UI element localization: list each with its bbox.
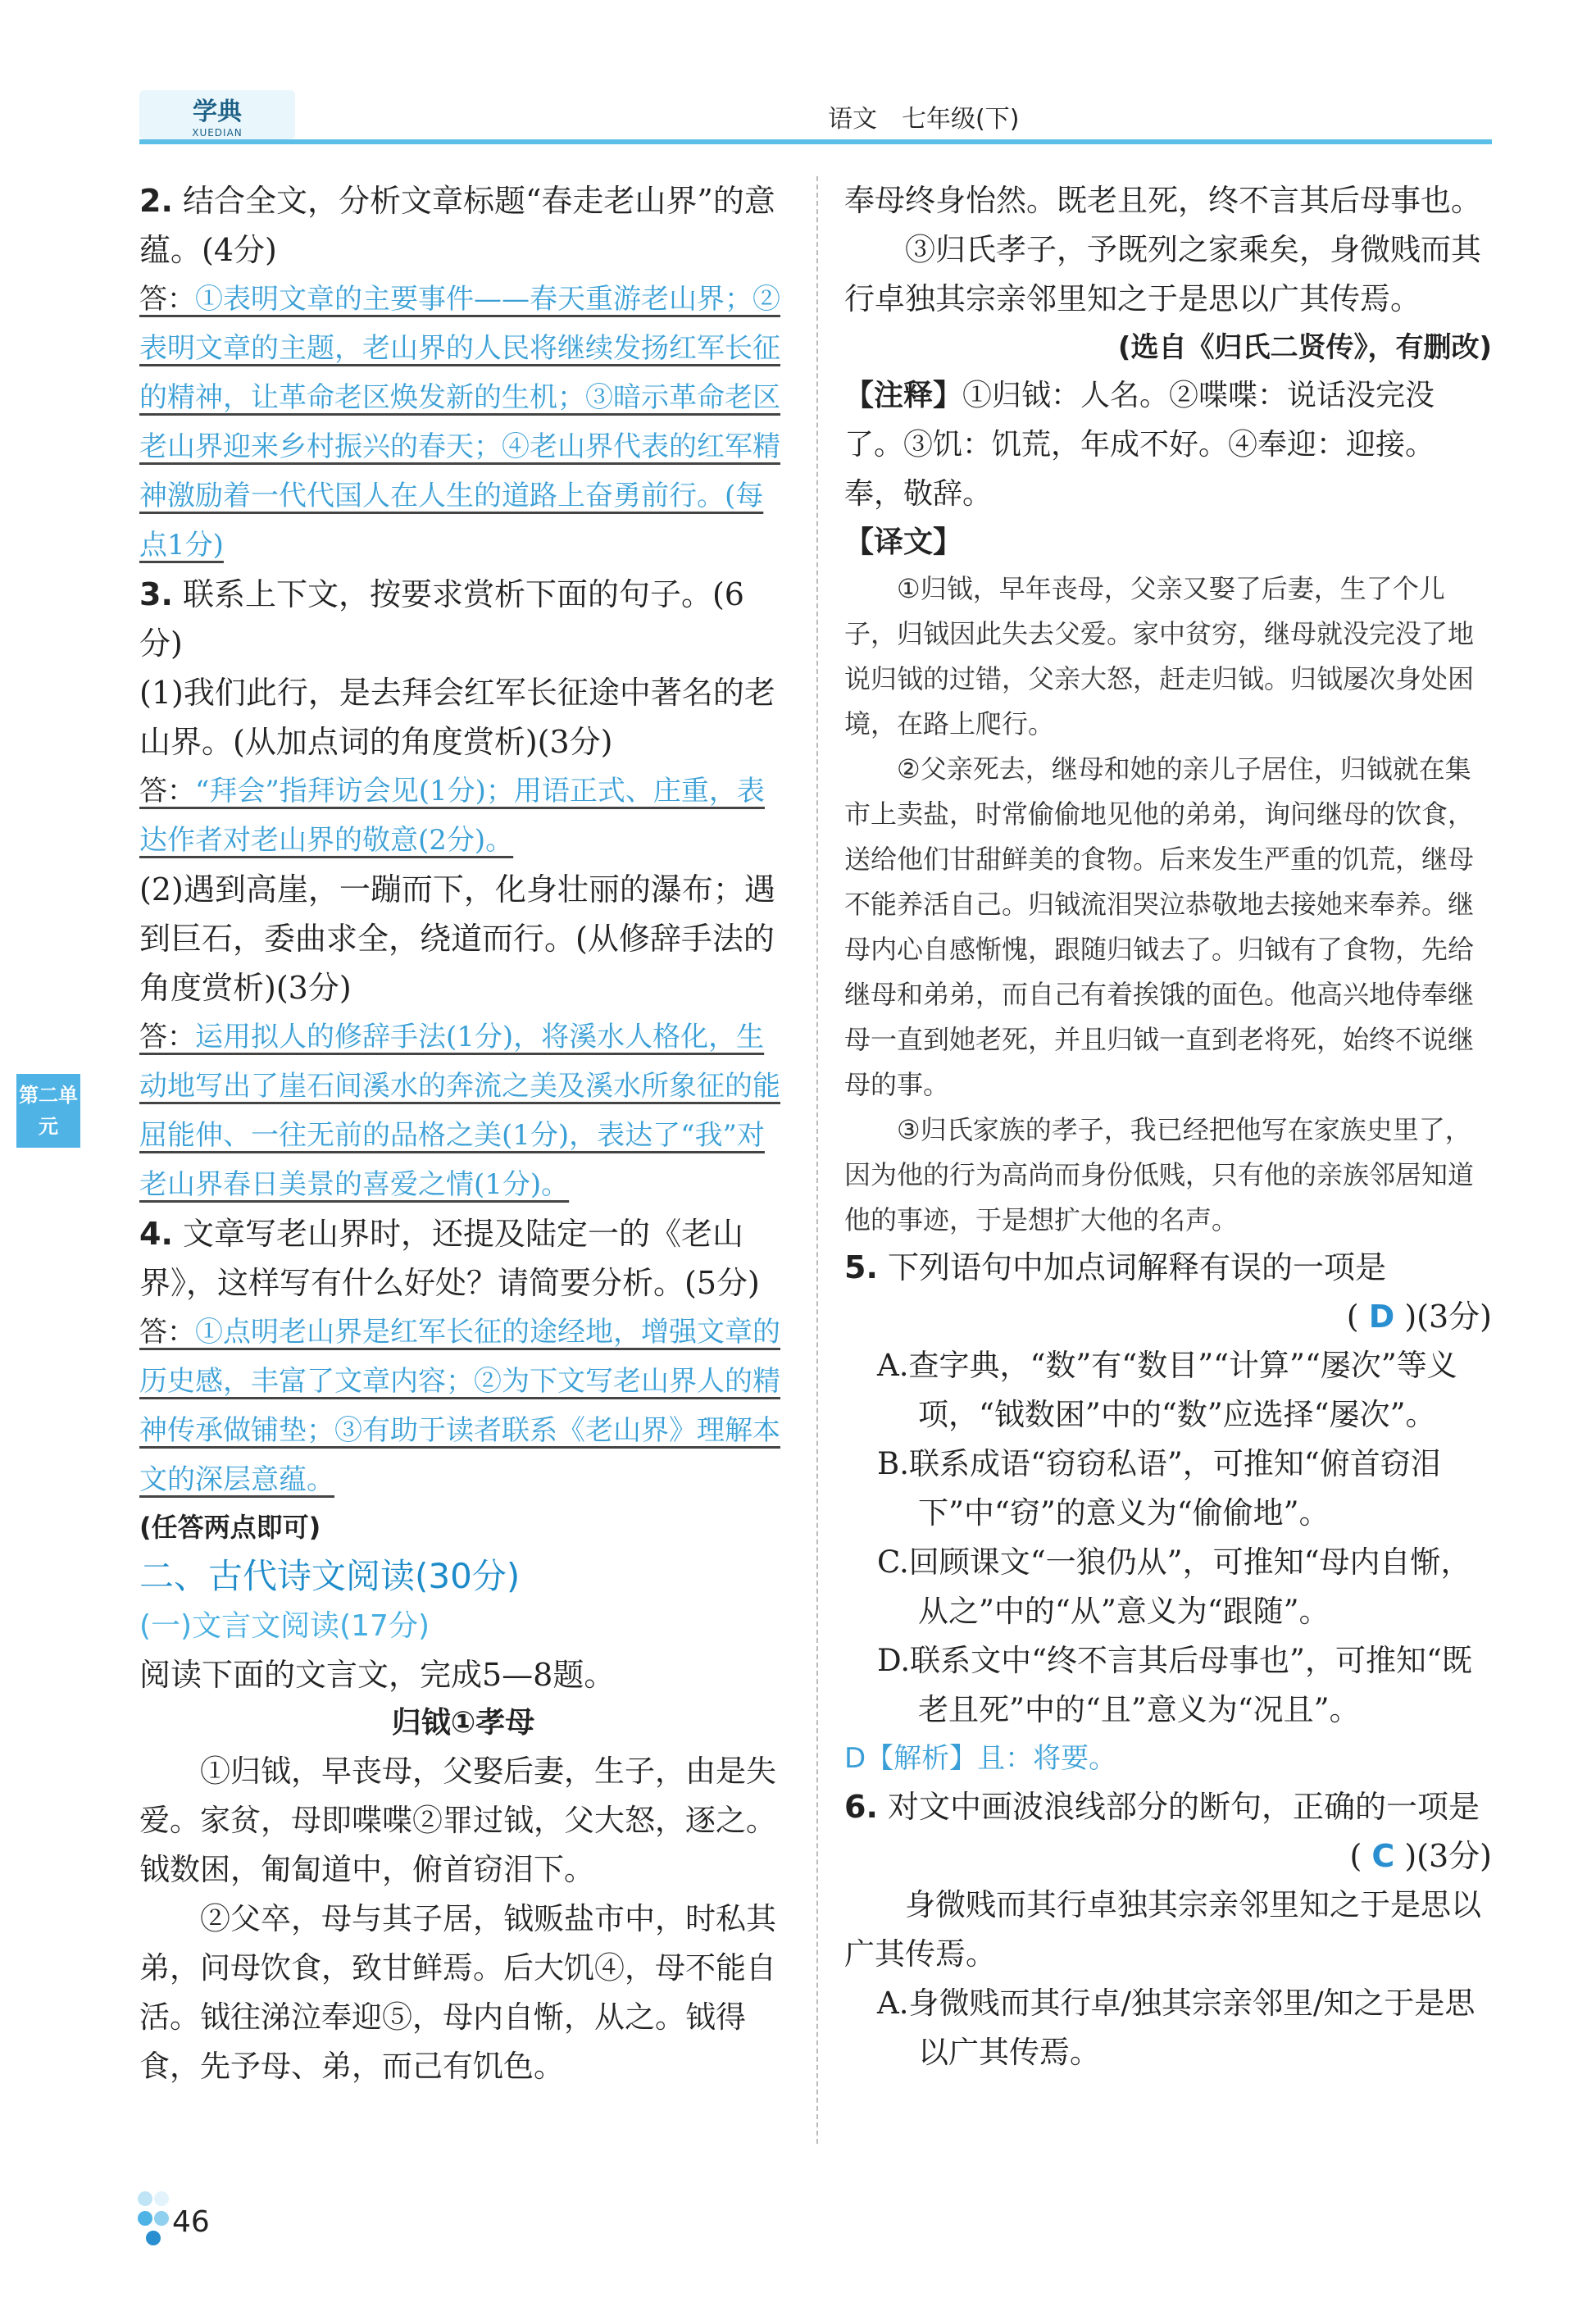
left-column xyxy=(139,176,787,2091)
unit-side-tab: 第二单元 xyxy=(16,1074,80,1148)
question-6 xyxy=(844,1782,1492,1831)
answer-bracket-5 xyxy=(844,1292,1492,1341)
answer-bracket-6 xyxy=(844,1831,1492,1881)
answer-label: 答： xyxy=(139,1021,195,1053)
question-5 xyxy=(844,1243,1492,1292)
question-4 xyxy=(139,1209,787,1308)
passage-source: (选自《归氏二贤传》，有删改) xyxy=(1117,331,1492,364)
annotations-heading: 【注释】 xyxy=(844,379,963,412)
translation-heading: 【译文】 xyxy=(844,525,963,559)
question-text: 文章写老山界时，还提及陆定一的《老山界》，这样写有什么好处？请简要分析。(5分) xyxy=(139,1216,760,1301)
translation-paragraph-3: ③归氏家族的孝子，我已经把他写在家族史里了，因为他的行为高尚而身份低贱，只有他的亲族邻居知道他的事迹，于是想扩大他的名声。 xyxy=(844,1114,1475,1235)
answer-choice: D xyxy=(1368,1299,1395,1335)
logo-sub-text: XUEDIAN xyxy=(192,127,243,139)
column-divider xyxy=(816,176,818,2144)
right-column xyxy=(844,176,1492,2077)
answer-4 xyxy=(139,1308,787,1504)
question-3 xyxy=(139,570,787,668)
answer-4-note: (任答两点即可) xyxy=(139,1512,321,1543)
question-text: 下列语句中加点词解释有误的一项是 xyxy=(887,1249,1386,1285)
answer-label: 答： xyxy=(139,775,195,807)
logo-main-text: 学典 xyxy=(193,98,242,126)
publisher-logo xyxy=(139,90,295,139)
answer-text: “拜会”指拜访会见(1分)；用语正式、庄重，表达作者对老山界的敬意(2分)。 xyxy=(139,775,765,857)
book-title: 语文 七年级(下) xyxy=(828,105,1020,134)
answer-label: 答： xyxy=(139,1316,195,1349)
passage-paragraph-2-cont: 奉母终身怡然。既老且死，终不言其后母事也。 xyxy=(844,183,1481,218)
bracket-open: ( xyxy=(1346,1299,1359,1335)
answer-2 xyxy=(139,275,787,570)
answer-3-2 xyxy=(139,1012,787,1209)
answer-3-1 xyxy=(139,767,787,865)
question-text: 结合全文，分析文章标题“春走老山界”的意蕴。(4分) xyxy=(139,183,775,268)
translation-paragraph-1: ①归钺，早年丧母，父亲又娶了后妻，生了个儿子，归钺因此失去父爱。家中贫穷，继母就没完没了地说归钺的过错，父亲大怒，赶走归钺。归钺屡次身处困境，在路上爬行。 xyxy=(844,573,1475,739)
passage-title: 归钺①孝母 xyxy=(391,1706,535,1740)
question-number: 5. xyxy=(844,1249,878,1285)
answer-text: ①表明文章的主要事件——春天重游老山界；②表明文章的主题，老山界的人民将继续发扬红军长征的精神，让革命老区焕发新的生机；③暗示革命老区老山界迎来乡村振兴的春天；④老山界代表的红军精神激励着一代代国人在人生的道路上奋勇前行。(每点1分) xyxy=(139,283,780,562)
option-a: A.身微贱而其行卓/独其宗亲邻里/知之于是思以广其传焉。 xyxy=(877,1986,1476,2070)
answer-text: ①点明老山界是红军长征的途经地，增强文章的历史感，丰富了文章内容；②为下文写老山界人的精神传承做铺垫；③有助于读者联系《老山界》理解本文的深层意蕴。 xyxy=(139,1316,780,1496)
annotations-text: ①归钺：人名。②喋喋：说话没完没了。③饥：饥荒，年成不好。④奉迎：迎接。奉，敬辞。 xyxy=(844,379,1435,511)
answer-text: 运用拟人的修辞手法(1分)，将溪水人格化，生动地写出了崖石间溪水的奔流之美及溪水所象征的能屈能伸、一往无前的品格之美(1分)，表达了“我”对老山界春日美景的喜爱之情(1分)。 xyxy=(139,1021,780,1201)
passage-paragraph-2: ②父卒，母与其子居，钺贩盐市中，时私其弟，问母饮食，致甘鲜焉。后大饥④，母不能自活。钺往涕泣奉迎⑤，母内自惭，从之。钺得食，先予母、弟，而己有饥色。 xyxy=(139,1901,776,2084)
option-a: A.查字典，“数”有“数目”“计算”“屡次”等义项，“钺数困”中的“数”应选择“屡次”。 xyxy=(877,1348,1457,1432)
translation-paragraph-2: ②父亲死去，继母和她的亲儿子居住，归钺就在集市上卖盐，时常偷偷地见他的弟弟，询问继母的饮食，送给他们甘甜鲜美的食物。后来发生严重的饥荒，继母不能养活自己。归钺流泪哭泣恭敬地去接她来奉养。继母内心自感惭愧，跟随归钺去了。归钺有了食物，先给继母和弟弟，而自己有着挨饿的面色。他高兴地侍奉继母一直到她老死，并且归钺一直到老将死，始终不说继母的事。 xyxy=(844,753,1475,1100)
option-d: D.联系文中“终不言其后母事也”，可推知“既老且死”中的“且”意义为“况且”。 xyxy=(877,1643,1472,1727)
option-c: C.回顾课文“一狼仍从”，可推知“母内自惭，从之”中的“从”意义为“跟随”。 xyxy=(877,1544,1471,1629)
question-3-sub-2: (2)遇到高崖，一蹦而下，化身壮丽的瀑布；遇到巨石，委曲求全，绕道而行。(从修辞手法的角度赏析)(3分) xyxy=(139,871,775,1006)
question-number: 2. xyxy=(139,183,173,219)
page-header xyxy=(139,90,1492,148)
annotations xyxy=(844,371,1492,519)
question-number: 3. xyxy=(139,576,173,612)
option-b: B.联系成语“窃窃私语”，可推知“俯首窃泪下”中“窃”的意义为“偷偷地”。 xyxy=(877,1446,1441,1531)
page-number: 46 xyxy=(172,2205,210,2239)
question-text: 对文中画波浪线部分的断句，正确的一项是 xyxy=(887,1789,1480,1825)
decorative-dots xyxy=(135,2189,176,2254)
answer-choice: C xyxy=(1371,1838,1395,1874)
section-title: 二、古代诗文阅读(30分) xyxy=(139,1556,521,1596)
passage-paragraph-3: ③归氏孝子，予既列之家乘矣，身微贱而其行卓独其宗亲邻里知之于是思以广其传焉。 xyxy=(844,232,1481,316)
question-number: 4. xyxy=(139,1216,173,1252)
passage-paragraph-1: ①归钺，早丧母，父娶后妻，生子，由是失爱。家贫，母即喋喋②罪过钺，父大怒，逐之。钺数困，匍匐道中，俯首窃泪下。 xyxy=(139,1754,776,1887)
question-text: 联系上下文，按要求赏析下面的句子。(6分) xyxy=(139,576,744,662)
answer-label: 答： xyxy=(139,283,195,316)
question-6-quote: 身微贱而其行卓独其宗亲邻里知之于是思以广其传焉。 xyxy=(844,1887,1481,1972)
reading-instruction: 阅读下面的文言文，完成5—8题。 xyxy=(139,1657,616,1693)
section-subtitle: (一)文言文阅读(17分) xyxy=(139,1609,430,1643)
analysis-5: D【解析】且：将要。 xyxy=(844,1742,1117,1775)
question-number: 6. xyxy=(844,1789,878,1825)
bracket-close-score: )(3分) xyxy=(1404,1838,1492,1874)
bracket-open: ( xyxy=(1349,1838,1362,1874)
question-2 xyxy=(139,176,787,275)
bracket-close-score: )(3分) xyxy=(1404,1299,1492,1335)
question-3-sub-1: (1)我们此行，是去拜会红军长征途中著名的老山界。(从加点词的角度赏析)(3分) xyxy=(139,675,775,760)
header-divider xyxy=(139,139,1492,144)
